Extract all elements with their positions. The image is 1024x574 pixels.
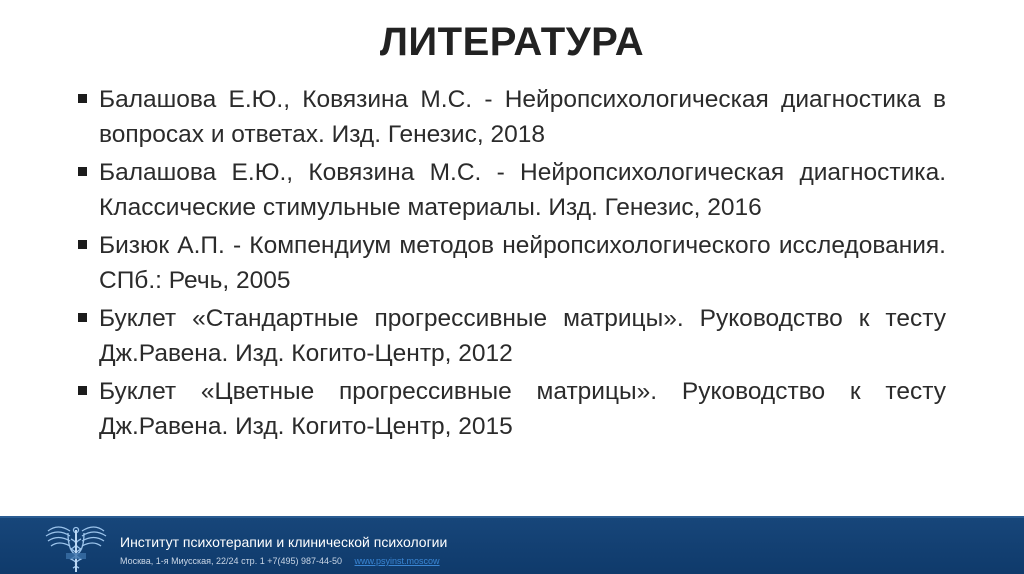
page-title: ЛИТЕРАТУРА	[379, 20, 645, 64]
reference-item	[74, 82, 946, 152]
square-bullet-icon	[78, 240, 87, 249]
reference-text: Балашова Е.Ю., Ковязина М.С. - Нейропсихологическая диагностика. Классические стимульные материалы. Изд. Генезис, 2016	[99, 159, 946, 221]
reference-text: Буклет «Цветные прогрессивные матрицы». Руководство к тесту Дж.Равена. Изд. Когито-Центр, 2015	[99, 378, 946, 440]
organization-contacts	[120, 556, 440, 566]
reference-item	[74, 374, 946, 444]
square-bullet-icon	[78, 94, 87, 103]
caduceus-psi-logo-icon	[44, 521, 108, 573]
square-bullet-icon	[78, 167, 87, 176]
reference-text: Балашова Е.Ю., Ковязина М.С. - Нейропсихологическая диагностика в вопросах и ответах. Изд. Генезис, 2018	[99, 86, 946, 148]
footer-bar	[0, 516, 1024, 574]
organization-address: Москва, 1-я Миусская, 22/24 стр. 1 +7(495) 987-44-50	[120, 556, 343, 566]
reference-list	[74, 82, 946, 447]
reference-item	[74, 301, 946, 371]
website-link[interactable]: www.psyinst.moscow	[354, 556, 440, 566]
reference-text: Буклет «Стандартные прогрессивные матрицы». Руководство к тесту Дж.Равена. Изд. Когито-Центр, 2012	[99, 305, 946, 367]
reference-text: Бизюк А.П. - Компендиум методов нейропсихологического исследования. СПб.: Речь, 2005	[99, 232, 946, 294]
organization-name: Институт психотерапии и клинической психологии	[120, 534, 448, 550]
reference-item	[74, 155, 946, 225]
square-bullet-icon	[78, 313, 87, 322]
reference-item	[74, 228, 946, 298]
square-bullet-icon	[78, 386, 87, 395]
